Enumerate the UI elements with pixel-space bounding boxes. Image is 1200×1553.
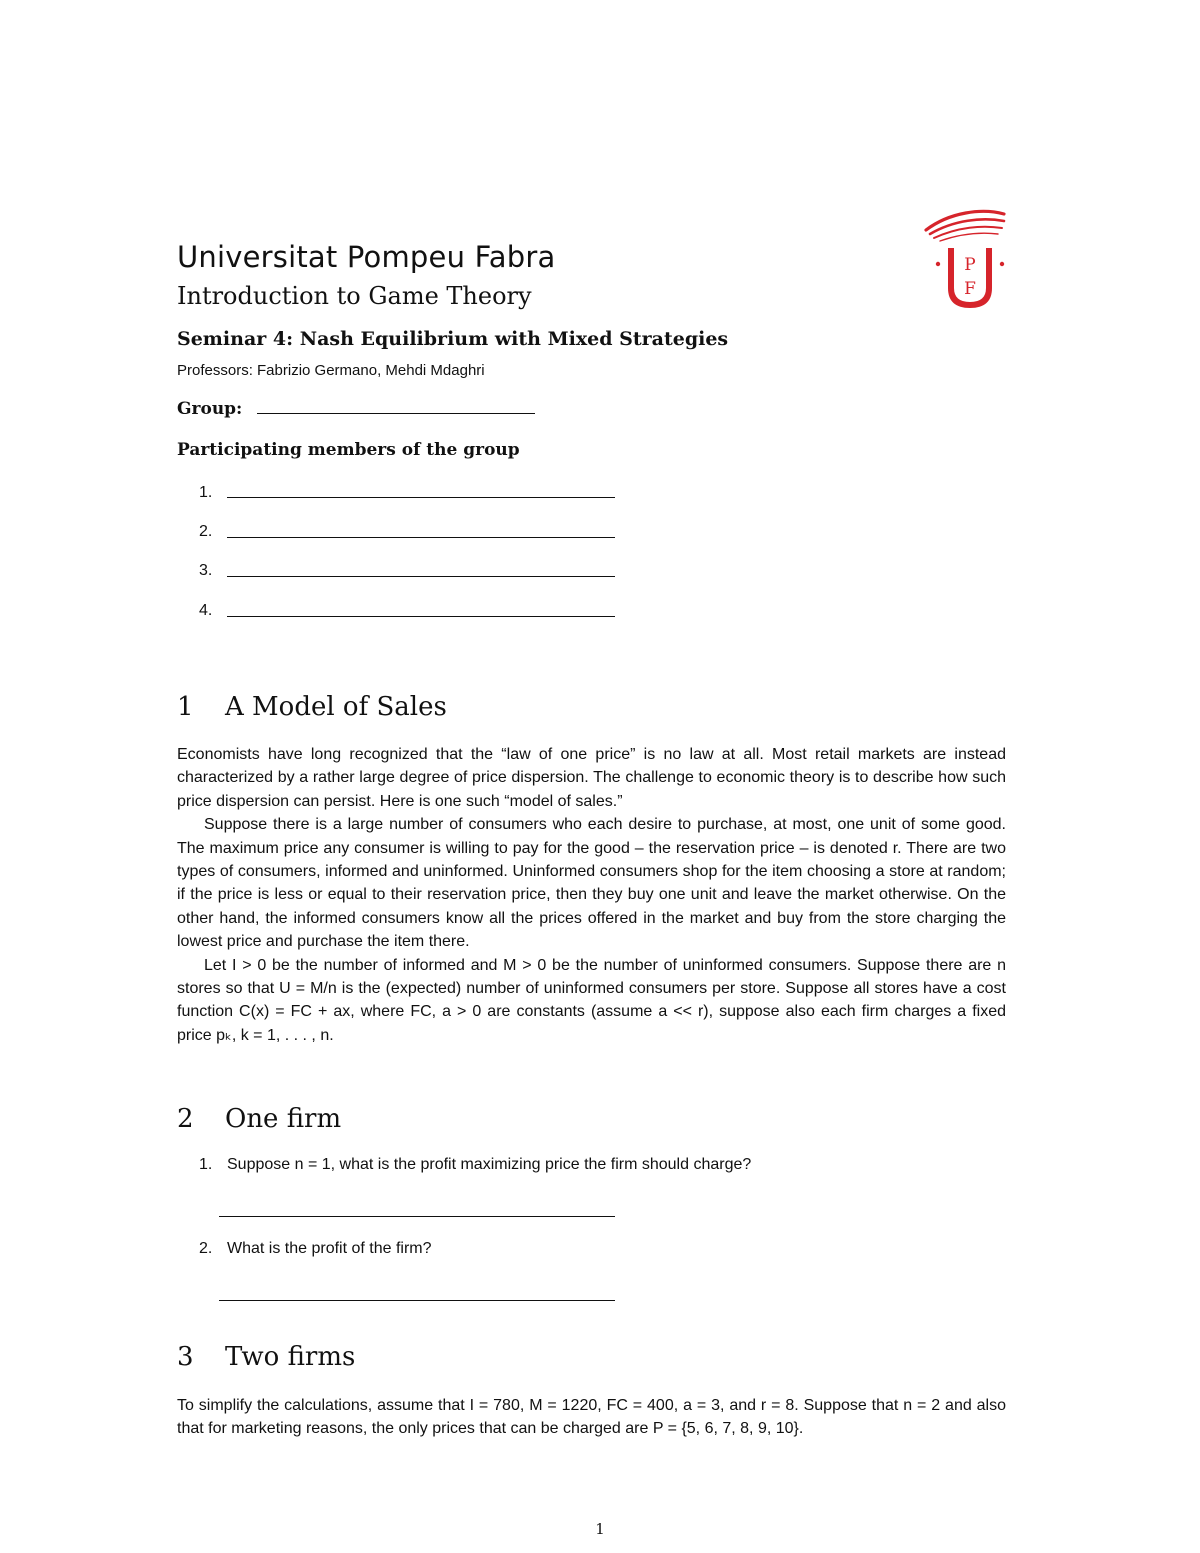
member-answer-line[interactable] — [227, 616, 615, 617]
member-number: 1. — [199, 484, 213, 501]
member-answer-line[interactable] — [227, 497, 615, 498]
question-item — [199, 1240, 999, 1258]
member-number: 3. — [199, 562, 213, 579]
question-number: 2. — [199, 1240, 213, 1257]
logo-letter-f: F — [964, 279, 976, 299]
member-answer-line[interactable] — [227, 537, 615, 538]
group-label: Group: — [177, 399, 243, 419]
university-name: Universitat Pompeu Fabra — [177, 240, 556, 274]
section-title: One firm — [225, 1104, 342, 1134]
group-answer-line[interactable] — [257, 413, 535, 414]
paragraph: Economists have long recognized that the “law of one price” is no law at all. Most retail markets are instead characterized by a rather large degree of price dispersion. The challenge to economic theory is to describe how such price dispersion can persist. Here is one such “model of sales.” — [177, 746, 1006, 810]
paragraph: To simplify the calculations, assume that I = 780, M = 1220, FC = 400, a = 3, and r = 8. Suppose that n = 2 and also that for marketing reasons, the only prices that can be charged are P = {5, 6, 7, 8, 9, 10}. — [177, 1397, 1006, 1438]
logo-letter-p: P — [964, 255, 976, 275]
seminar-title: Seminar 4: Nash Equilibrium with Mixed Strategies — [177, 328, 729, 350]
section-number: 2 — [177, 1104, 194, 1134]
question-item — [199, 1156, 999, 1174]
section-title: Two firms — [225, 1342, 356, 1372]
section-number: 1 — [177, 692, 194, 722]
section-heading — [177, 692, 447, 722]
answer-line[interactable] — [219, 1216, 615, 1217]
section-heading — [177, 1342, 355, 1372]
professors-line: Professors: Fabrizio Germano, Mehdi Mdaghri — [177, 362, 485, 379]
page-number: 1 — [595, 1520, 605, 1538]
section-number: 3 — [177, 1342, 194, 1372]
member-number: 4. — [199, 602, 213, 619]
question-text: Suppose n = 1, what is the profit maximizing price the firm should charge? — [227, 1156, 752, 1173]
section-title: A Model of Sales — [225, 692, 447, 722]
paragraph: Suppose there is a large number of consumers who each desire to purchase, at most, one unit of some good. The maximum price any consumer is willing to pay for the good – the reservation price – is denoted r. There are two types of consumers, informed and uninformed. Uninformed consumers shop for the item choosing a store at random; if the price is less or equal to their reservation price, then they buy one unit and leave the market otherwise. On the other hand, the informed consumers know all the prices offered in the market and buy from the store charging the lowest price and purchase the item there. — [177, 816, 1006, 951]
member-answer-line[interactable] — [227, 576, 615, 577]
answer-line[interactable] — [219, 1300, 615, 1301]
members-label: Participating members of the group — [177, 440, 520, 460]
section-body — [177, 1394, 1006, 1441]
upf-logo-icon — [920, 208, 1008, 316]
paragraph: Let I > 0 be the number of informed and M > 0 be the number of uninformed consumers. Suppose there are n stores so that U = M/n is the (expected) number of uninformed consumers per store. Suppose all stores have a cost function C(x) = FC + ax, where FC, a > 0 are constants (assume a << r), suppose also each firm charges a fixed price pₖ, k = 1, . . . , n. — [177, 956, 1006, 1044]
section-body — [177, 743, 1006, 1047]
member-number: 2. — [199, 523, 213, 540]
section-heading — [177, 1104, 341, 1134]
question-number: 1. — [199, 1156, 213, 1173]
course-title: Introduction to Game Theory — [177, 282, 532, 310]
question-text: What is the profit of the firm? — [227, 1240, 432, 1257]
